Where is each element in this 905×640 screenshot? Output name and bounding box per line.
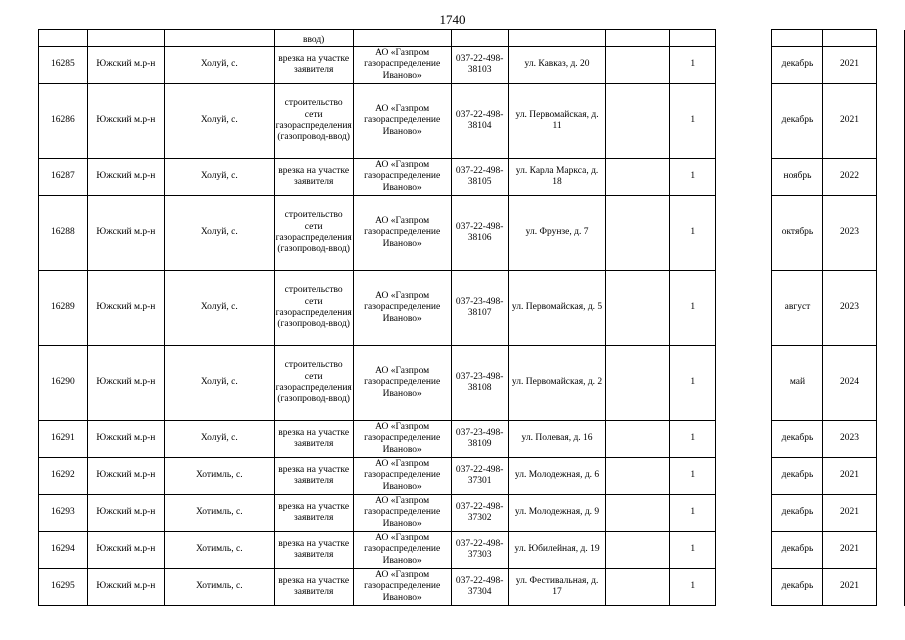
cell-type: врезка на участке заявителя: [274, 458, 353, 495]
cell-address: ул. Юбилейная, д. 19: [508, 532, 606, 569]
cell-num: 16285: [39, 47, 88, 84]
cell-month: ноябрь: [772, 159, 823, 196]
cell-month: декабрь: [772, 458, 823, 495]
cell-settlement: Холуй, с.: [165, 421, 274, 458]
table-row: [39, 458, 905, 495]
cell-year: 2021: [823, 47, 876, 84]
cell-gap-end: [876, 47, 905, 84]
table-row-continued: [39, 30, 905, 47]
cell-district: Южский м.р-н: [87, 569, 164, 606]
cell-code: 037-22-498-37303: [451, 532, 508, 569]
cell-address: ул. Кавказ, д. 20: [508, 47, 606, 84]
cell-address: ул. Карла Маркса, д. 18: [508, 159, 606, 196]
cell-district: Южский м.р-н: [87, 47, 164, 84]
table-row: [39, 84, 905, 159]
cell-settlement: Хотимль, с.: [165, 458, 274, 495]
cell-qty: [670, 30, 716, 47]
cell-org: АО «Газпром газораспределение Иваново»: [353, 196, 451, 271]
cell-code: 037-22-498-37301: [451, 458, 508, 495]
cell-gap-end: [876, 84, 905, 159]
cell-empty-a: [606, 84, 670, 159]
cell-gap-end: [876, 569, 905, 606]
cell-settlement: Холуй, с.: [165, 47, 274, 84]
cell-code: 037-23-498-38109: [451, 421, 508, 458]
cell-year: 2021: [823, 458, 876, 495]
cell-code: 037-22-498-38106: [451, 196, 508, 271]
cell-settlement: Холуй, с.: [165, 159, 274, 196]
table-row: [39, 159, 905, 196]
cell-qty: 1: [670, 458, 716, 495]
cell-num: 16290: [39, 346, 88, 421]
cell-year: [823, 30, 876, 47]
table-body: [39, 30, 905, 606]
cell-num: 16292: [39, 458, 88, 495]
cell-month: май: [772, 346, 823, 421]
cell-type: врезка на участке заявителя: [274, 159, 353, 196]
cell-gap: [715, 458, 772, 495]
cell-org: АО «Газпром газораспределение Иваново»: [353, 159, 451, 196]
cell-gap-end: [876, 458, 905, 495]
cell-empty-a: [606, 30, 670, 47]
cell-code: 037-22-498-38104: [451, 84, 508, 159]
cell-code: 037-22-498-38103: [451, 47, 508, 84]
cell-gap: [715, 196, 772, 271]
cell-qty: 1: [670, 532, 716, 569]
cell-month: декабрь: [772, 84, 823, 159]
cell-num: 16289: [39, 271, 88, 346]
cell-org: АО «Газпром газораспределение Иваново»: [353, 271, 451, 346]
cell-code: [451, 30, 508, 47]
cell-type: врезка на участке заявителя: [274, 569, 353, 606]
cell-gap: [715, 84, 772, 159]
table-row: [39, 271, 905, 346]
cell-month: октябрь: [772, 196, 823, 271]
cell-code: 037-22-498-38105: [451, 159, 508, 196]
cell-qty: 1: [670, 47, 716, 84]
cell-district: Южский м.р-н: [87, 495, 164, 532]
cell-org: АО «Газпром газораспределение Иваново»: [353, 569, 451, 606]
cell-num: 16287: [39, 159, 88, 196]
table-row: [39, 495, 905, 532]
cell-address: ул. Фестивальная, д. 17: [508, 569, 606, 606]
cell-year: 2024: [823, 346, 876, 421]
cell-gap-end: [876, 421, 905, 458]
cell-empty-a: [606, 421, 670, 458]
table-row: [39, 569, 905, 606]
cell-type: строительство сети газораспределения (газопровод-ввод): [274, 84, 353, 159]
cell-num: 16288: [39, 196, 88, 271]
table-row: [39, 346, 905, 421]
page-number: 1740: [439, 12, 466, 27]
cell-qty: 1: [670, 84, 716, 159]
cell-type: врезка на участке заявителя: [274, 421, 353, 458]
cell-district: Южский м.р-н: [87, 346, 164, 421]
cell-settlement: [165, 30, 274, 47]
cell-address: ул. Первомайская, д. 11: [508, 84, 606, 159]
cell-org: [353, 30, 451, 47]
cell-org: АО «Газпром газораспределение Иваново»: [353, 458, 451, 495]
cell-month: декабрь: [772, 532, 823, 569]
cell-month: декабрь: [772, 495, 823, 532]
cell-org: АО «Газпром газораспределение Иваново»: [353, 47, 451, 84]
cell-empty-a: [606, 271, 670, 346]
cell-gap-end: [876, 495, 905, 532]
cell-district: Южский м.р-н: [87, 532, 164, 569]
cell-gap-end: [876, 159, 905, 196]
cell-year: 2021: [823, 84, 876, 159]
cell-code: 037-22-498-37304: [451, 569, 508, 606]
cell-settlement: Хотимль, с.: [165, 532, 274, 569]
cell-empty-a: [606, 196, 670, 271]
cell-gap-end: [876, 532, 905, 569]
cell-address: ул. Полевая, д. 16: [508, 421, 606, 458]
cell-gap: [715, 495, 772, 532]
cell-empty-a: [606, 495, 670, 532]
cell-type: врезка на участке заявителя: [274, 47, 353, 84]
cell-gap-end: [876, 346, 905, 421]
cell-address: ул. Фрунзе, д. 7: [508, 196, 606, 271]
cell-year: 2023: [823, 421, 876, 458]
cell-year: 2021: [823, 532, 876, 569]
cell-gap-end: [876, 30, 905, 47]
cell-code: 037-23-498-38107: [451, 271, 508, 346]
cell-org: АО «Газпром газораспределение Иваново»: [353, 495, 451, 532]
cell-month: декабрь: [772, 569, 823, 606]
cell-gap: [715, 159, 772, 196]
cell-type: строительство сети газораспределения (газопровод-ввод): [274, 271, 353, 346]
cell-month: август: [772, 271, 823, 346]
cell-gap: [715, 532, 772, 569]
table-row: [39, 421, 905, 458]
cell-org: АО «Газпром газораспределение Иваново»: [353, 532, 451, 569]
cell-type: врезка на участке заявителя: [274, 495, 353, 532]
table-row: [39, 196, 905, 271]
cell-district: Южский м.р-н: [87, 421, 164, 458]
cell-month: декабрь: [772, 47, 823, 84]
cell-settlement: Хотимль, с.: [165, 495, 274, 532]
cell-gap-end: [876, 196, 905, 271]
cell-settlement: Холуй, с.: [165, 84, 274, 159]
cell-code: 037-23-498-38108: [451, 346, 508, 421]
cell-settlement: Холуй, с.: [165, 346, 274, 421]
cell-qty: 1: [670, 271, 716, 346]
cell-qty: 1: [670, 346, 716, 421]
cell-qty: 1: [670, 159, 716, 196]
cell-num: [39, 30, 88, 47]
cell-type: врезка на участке заявителя: [274, 532, 353, 569]
cell-gap: [715, 421, 772, 458]
cell-year: 2021: [823, 569, 876, 606]
cell-gap-end: [876, 271, 905, 346]
cell-gap: [715, 346, 772, 421]
cell-empty-a: [606, 47, 670, 84]
cell-settlement: Холуй, с.: [165, 196, 274, 271]
table-row: [39, 47, 905, 84]
cell-empty-a: [606, 346, 670, 421]
cell-district: Южский м.р-н: [87, 458, 164, 495]
cell-type: строительство сети газораспределения (газопровод-ввод): [274, 346, 353, 421]
cell-empty-a: [606, 458, 670, 495]
cell-num: 16286: [39, 84, 88, 159]
cell-num: 16293: [39, 495, 88, 532]
cell-address: [508, 30, 606, 47]
cell-year: 2022: [823, 159, 876, 196]
cell-month: декабрь: [772, 421, 823, 458]
cell-org: АО «Газпром газораспределение Иваново»: [353, 421, 451, 458]
cell-org: АО «Газпром газораспределение Иваново»: [353, 84, 451, 159]
connections-table: [38, 29, 905, 606]
cell-address: ул. Первомайская, д. 2: [508, 346, 606, 421]
cell-district: Южский м.р-н: [87, 159, 164, 196]
cell-type: строительство сети газораспределения (газопровод-ввод): [274, 196, 353, 271]
cell-year: 2023: [823, 196, 876, 271]
cell-empty-a: [606, 569, 670, 606]
cell-num: 16291: [39, 421, 88, 458]
cell-address: ул. Молодежная, д. 6: [508, 458, 606, 495]
cell-gap: [715, 47, 772, 84]
cell-year: 2021: [823, 495, 876, 532]
cell-org: АО «Газпром газораспределение Иваново»: [353, 346, 451, 421]
cell-year: 2023: [823, 271, 876, 346]
cell-qty: 1: [670, 569, 716, 606]
cell-district: Южский м.р-н: [87, 196, 164, 271]
cell-month: [772, 30, 823, 47]
cell-district: Южский м.р-н: [87, 271, 164, 346]
cell-address: ул. Молодежная, д. 9: [508, 495, 606, 532]
cell-qty: 1: [670, 495, 716, 532]
cell-gap: [715, 271, 772, 346]
cell-settlement: Хотимль, с.: [165, 569, 274, 606]
cell-qty: 1: [670, 421, 716, 458]
cell-code: 037-22-498-37302: [451, 495, 508, 532]
cell-district: Южский м.р-н: [87, 84, 164, 159]
cell-district: [87, 30, 164, 47]
cell-gap: [715, 569, 772, 606]
cell-type: ввод): [274, 30, 353, 47]
cell-empty-a: [606, 532, 670, 569]
cell-address: ул. Первомайская, д. 5: [508, 271, 606, 346]
cell-num: 16295: [39, 569, 88, 606]
table-row: [39, 532, 905, 569]
cell-num: 16294: [39, 532, 88, 569]
cell-gap: [715, 30, 772, 47]
cell-empty-a: [606, 159, 670, 196]
cell-qty: 1: [670, 196, 716, 271]
cell-settlement: Холуй, с.: [165, 271, 274, 346]
